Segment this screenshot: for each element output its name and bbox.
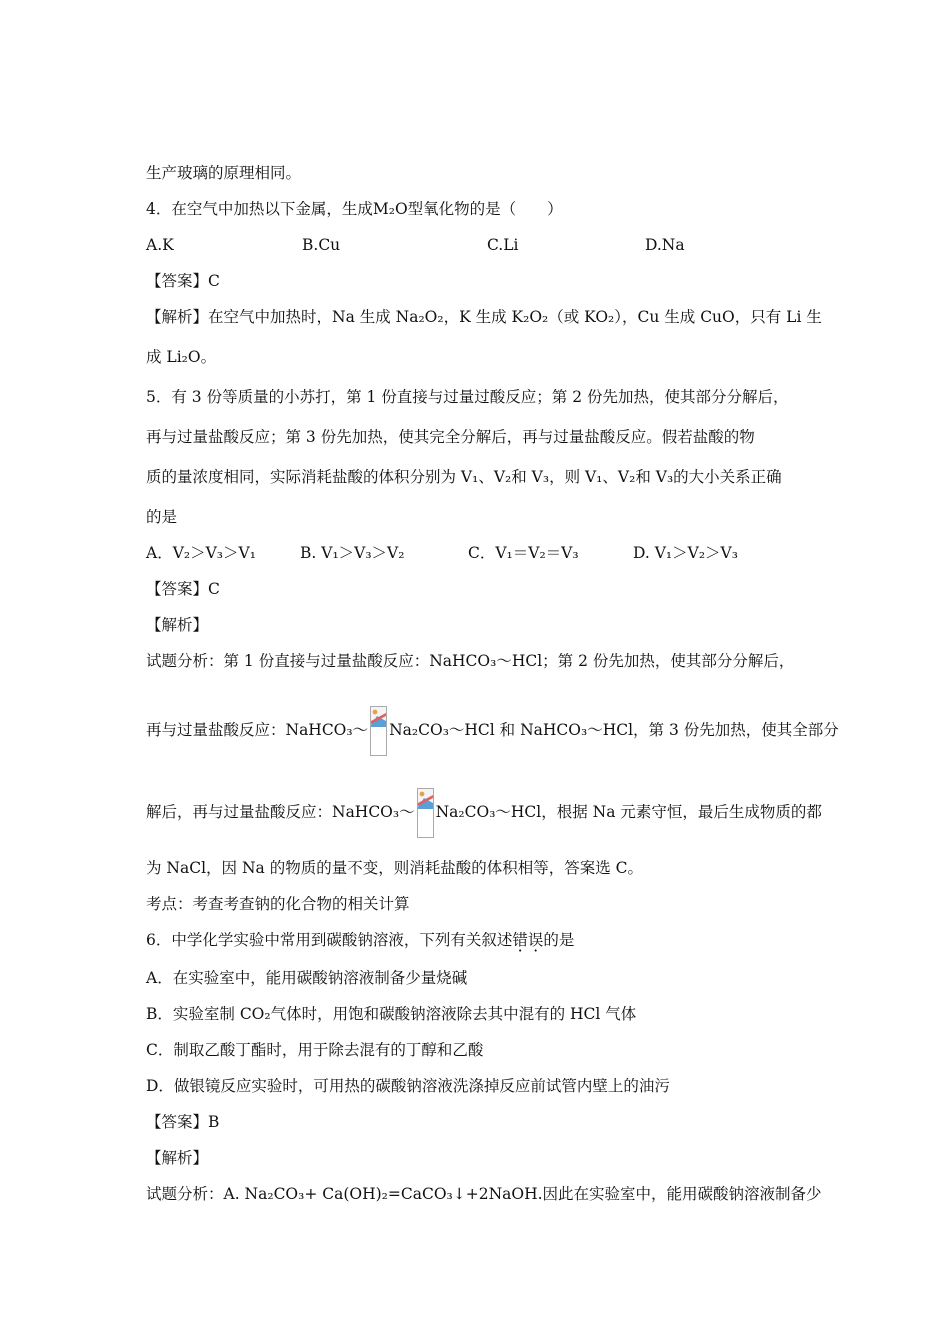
q4-option-c: C.Li [487,236,519,254]
q6-option-c: C．制取乙酸丁酯时，用于除去混有的丁醇和乙酸 [146,1041,484,1059]
q5-explanation-heading: 【解析】 [146,616,209,634]
q6-option-a: A．在实验室中，能用碳酸钠溶液制备少量烧碱 [146,969,468,987]
question-5: 的是 [146,508,178,526]
question-5: 再与过量盐酸反应；第 3 份先加热，使其完全分解后，再与过量盐酸反应。假若盐酸的物 [146,428,755,446]
q5-explanation [146,705,839,756]
q6-explanation: 试题分析：A. Na₂CO₃+ Ca(OH)₂=CaCO₃↓+2NaOH.因此在实验室中，能用碳酸钠溶液制备少 [146,1185,822,1203]
q5-explanation: 试题分析：第 1 份直接与过量盐酸反应：NaHCO₃～HCl；第 2 份先加热，使其部分分解后， [146,652,795,670]
text-segment: Na₂CO₃～HCl 和 NaHCO₃～HCl，第 3 份先加热，使其全部分 [389,721,839,739]
q4-answer: 【答案】C [146,272,220,290]
text-segment: Na₂CO₃～HCl，根据 Na 元素守恒，最后生成物质的都 [435,803,822,821]
question-4: 4．在空气中加热以下金属，生成M₂O型氧化物的是（ ） [146,200,563,218]
q4-explanation: 【解析】在空气中加热时，Na 生成 Na₂O₂，K 生成 K₂O₂（或 KO₂），Cu 生成 CuO，只有 Li 生 [146,308,822,326]
q5-answer: 【答案】C [146,580,220,598]
q4-option-b: B.Cu [302,236,341,254]
q5-explanation [146,787,822,838]
broken-image-icon [370,706,387,756]
broken-image-icon [417,788,434,838]
text-segment: 6．中学化学实验中常用到碳酸钠溶液，下列有关叙述 [146,931,513,949]
q4-option-d: D.Na [645,236,685,254]
emphasis-char: 错 [512,931,528,949]
q6-answer: 【答案】B [146,1113,220,1131]
q6-explanation-heading: 【解析】 [146,1149,209,1167]
text-segment: 的是 [543,931,575,949]
emphasis-char: 误 [527,931,544,949]
q6-option-d: D．做银镜反应实验时，可用热的碳酸钠溶液洗涤掉反应前试管内壁上的油污 [146,1077,670,1095]
q5-key-point: 考点：考查考查钠的化合物的相关计算 [146,895,410,913]
question-5: 5．有 3 份等质量的小苏打，第 1 份直接与过量过酸反应；第 2 份先加热，使其部分分解后， [146,388,789,406]
q4-option-a: A.K [146,236,174,254]
q4-explanation: 成 Li₂O。 [146,348,217,366]
q5-option-b: B. V₁＞V₃＞V₂ [300,544,405,562]
q5-explanation: 为 NaCl，因 Na 的物质的量不变，则消耗盐酸的体积相等，答案选 C。 [146,859,643,877]
q5-option-a: A．V₂＞V₃＞V₁ [146,544,256,562]
text-line: 生产玻璃的原理相同。 [146,164,302,182]
q6-option-b: B．实验室制 CO₂气体时，用饱和碳酸钠溶液除去其中混有的 HCl 气体 [146,1005,637,1023]
question-5: 质的量浓度相同，实际消耗盐酸的体积分别为 V₁、V₂和 V₃，则 V₁、V₂和 V₃的大小关系正确 [146,468,782,486]
q5-option-c: C．V₁＝V₂＝V₃ [468,544,579,562]
text-segment: 再与过量盐酸反应：NaHCO₃～ [146,721,369,739]
question-6 [146,930,574,950]
q5-option-d: D. V₁＞V₂＞V₃ [633,544,738,562]
text-segment: 解后，再与过量盐酸反应：NaHCO₃～ [146,803,415,821]
